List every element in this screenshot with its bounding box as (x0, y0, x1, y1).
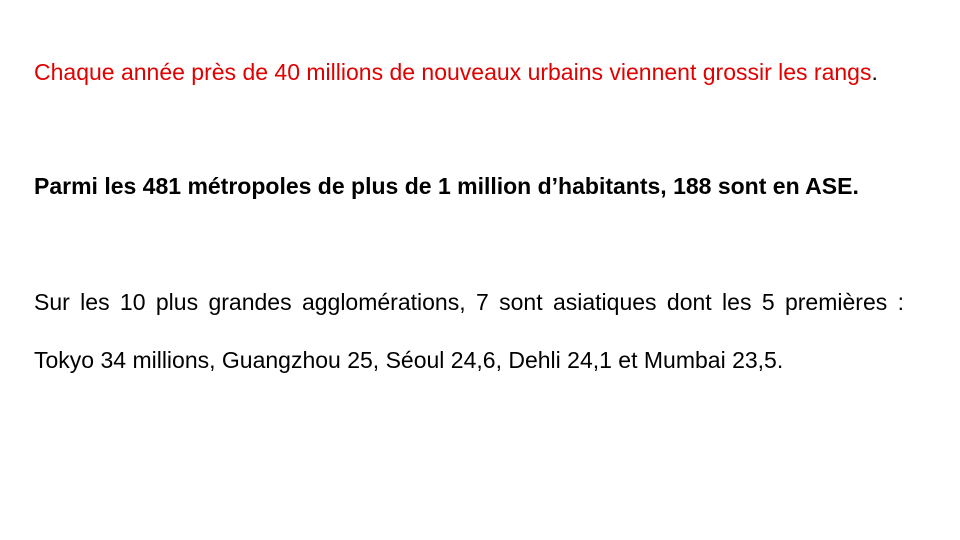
sentence-period: . (871, 59, 878, 85)
paragraph-largest-agglomerations: Sur les 10 plus grandes agglomérations, 7 sont asiatiques dont les 5 premières : Tokyo 34 millions, Guangzhou 25, Séoul 24,6, Dehli 24,1 et Mumbai 23,5. (34, 289, 904, 373)
paragraph-new-urban-dwellers (34, 43, 904, 101)
highlighted-sentence: Chaque année près de 40 millions de nouveaux urbains viennent grossir les rangs (34, 59, 872, 85)
paragraph-metropolises-count: Parmi les 481 métropoles de plus de 1 million d’habitants, 188 sont en ASE. (34, 173, 859, 199)
